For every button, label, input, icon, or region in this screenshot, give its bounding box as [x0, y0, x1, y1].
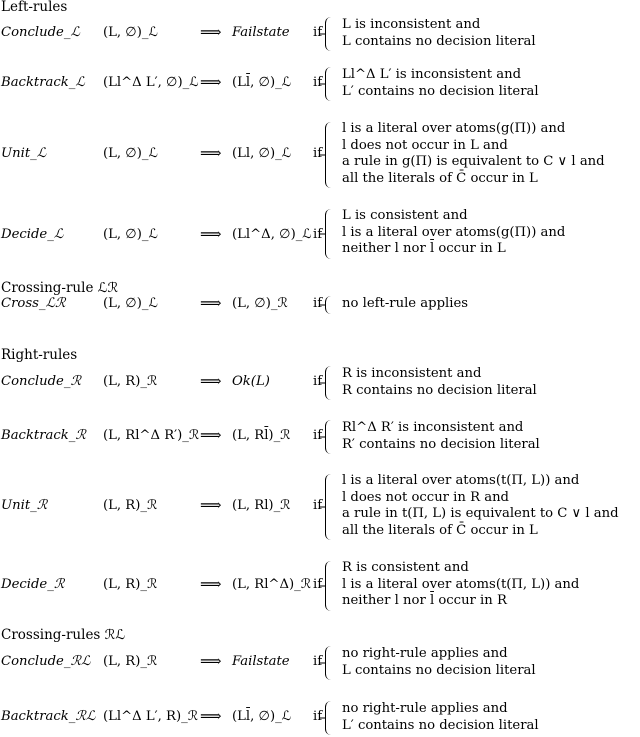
rule-conditions	[342, 701, 539, 734]
left-brace	[325, 296, 333, 314]
condition: neither l nor l̄ occur in L	[342, 241, 506, 256]
if-keyword: if	[313, 296, 323, 311]
rule-conditions	[342, 17, 536, 50]
condition: neither l nor l̄ occur in R	[342, 593, 507, 608]
left-brace	[325, 122, 333, 188]
rule-conditions	[342, 420, 540, 453]
rule-conditions	[342, 121, 605, 187]
condition: all the literals of C̄ occur in L	[342, 170, 538, 186]
condition: L is consistent and	[342, 208, 468, 223]
condition: L′ contains no decision literal	[342, 83, 539, 99]
condition: R contains no decision literal	[342, 382, 537, 398]
rule-state: (L, R)_ℛ	[103, 498, 158, 513]
left-brace	[325, 646, 333, 680]
if-keyword: if	[313, 577, 323, 592]
if-keyword: if	[313, 374, 323, 389]
rule-result: (L, Rl̄)_ℛ	[232, 428, 291, 443]
condition: all the literals of C̄ occur in L	[342, 522, 538, 538]
rule-state: (L, ∅)_ℒ	[103, 25, 159, 40]
if-keyword: if	[313, 498, 323, 513]
rule-name: Decide_ℛ	[1, 577, 65, 592]
rule-name: Decide_ℒ	[1, 227, 64, 242]
if-keyword: if	[313, 75, 323, 90]
rule-state: (L, Rl^Δ R′)_ℛ	[103, 428, 200, 443]
transition-arrow: ⟹	[200, 652, 222, 670]
transition-arrow: ⟹	[200, 144, 222, 162]
transition-arrow: ⟹	[200, 294, 222, 312]
condition: Ll^Δ L′ is inconsistent and	[342, 67, 522, 82]
rule-result: Failstate	[232, 654, 290, 669]
condition: R is consistent and	[342, 560, 469, 575]
transition-arrow: ⟹	[200, 372, 222, 390]
transition-arrow: ⟹	[200, 426, 222, 444]
condition: no right-rule applies and	[342, 701, 508, 716]
left-brace	[325, 209, 333, 259]
left-brace	[325, 366, 333, 400]
transition-arrow: ⟹	[200, 707, 222, 725]
rule-state: (Ll^Δ L′, ∅)_ℒ	[103, 75, 199, 90]
rule-name: Conclude_ℛℒ	[1, 654, 91, 669]
rule-result: (L, ∅)_ℛ	[232, 296, 289, 311]
rule-conditions	[342, 646, 536, 679]
transition-arrow: ⟹	[200, 23, 222, 41]
rule-state: (Ll^Δ L′, R)_ℛ	[103, 709, 199, 724]
rule-name: Backtrack_ℛℒ	[1, 709, 96, 724]
rule-state: (L, R)_ℛ	[103, 577, 158, 592]
if-keyword: if	[313, 25, 323, 40]
if-keyword: if	[313, 654, 323, 669]
condition: l is a literal over atoms(g(Π)) and	[342, 121, 566, 136]
rule-conditions	[342, 208, 565, 258]
section-heading-right-rules: Right-rules	[1, 347, 78, 363]
condition: no left-rule applies	[342, 296, 469, 311]
rule-name: Backtrack_ℛ	[1, 428, 86, 443]
rule-conditions	[342, 67, 539, 100]
if-keyword: if	[313, 146, 323, 161]
rule-name: Unit_ℛ	[1, 498, 48, 513]
condition: l is a literal over atoms(t(Π, L)) and	[342, 473, 580, 488]
section-heading-crossing-rl: Crossing-rules ℛℒ	[1, 627, 126, 643]
if-keyword: if	[313, 428, 323, 443]
rule-result: (L, Rl)_ℛ	[232, 498, 291, 513]
condition: l is a literal over atoms(t(Π, L)) and	[342, 576, 580, 592]
condition: no right-rule applies and	[342, 646, 508, 661]
if-keyword: if	[313, 227, 323, 242]
condition: l does not occur in L and	[342, 137, 508, 153]
left-brace	[325, 420, 333, 454]
transition-arrow: ⟹	[200, 73, 222, 91]
left-brace	[325, 561, 333, 611]
rule-name: Conclude_ℛ	[1, 374, 81, 389]
rule-result: Failstate	[232, 25, 290, 40]
rule-conditions	[342, 473, 619, 539]
section-heading-left-rules: Left-rules	[1, 0, 68, 15]
condition: L contains no decision literal	[342, 33, 536, 49]
rule-conditions	[342, 296, 468, 313]
rule-result: (Ll^Δ, ∅)_ℒ	[232, 227, 312, 242]
rule-state: (L, ∅)_ℒ	[103, 146, 159, 161]
rule-result: (Ll, ∅)_ℒ	[232, 146, 292, 161]
condition: L′ contains no decision literal	[342, 717, 539, 733]
section-heading-crossing-lr: Crossing-rule ℒℛ	[1, 280, 119, 296]
rule-state: (L, R)_ℛ	[103, 654, 158, 669]
rule-state: (L, ∅)_ℒ	[103, 296, 159, 311]
condition: R is inconsistent and	[342, 366, 482, 381]
condition: l is a literal over atoms(g(Π)) and	[342, 224, 566, 240]
left-brace	[325, 701, 333, 735]
condition: l does not occur in R and	[342, 489, 510, 505]
rule-result: Ok(L)	[232, 374, 270, 389]
condition: a rule in g(Π) is equivalent to C ∨ l and	[342, 154, 605, 169]
rule-conditions	[342, 560, 579, 610]
condition: a rule in t(Π, L) is equivalent to C ∨ l and	[342, 506, 619, 521]
rule-name: Unit_ℒ	[1, 146, 47, 161]
left-brace	[325, 67, 333, 101]
left-brace	[325, 474, 333, 540]
left-brace	[325, 17, 333, 51]
transition-arrow: ⟹	[200, 225, 222, 243]
condition: L is inconsistent and	[342, 17, 481, 32]
transition-arrow: ⟹	[200, 575, 222, 593]
if-keyword: if	[313, 709, 323, 724]
condition: Rl^Δ R′ is inconsistent and	[342, 420, 524, 435]
rule-state: (L, ∅)_ℒ	[103, 227, 159, 242]
rule-name: Cross_ℒℛ	[1, 296, 66, 311]
rule-result: (Ll̄, ∅)_ℒ	[232, 75, 292, 90]
transition-arrow: ⟹	[200, 496, 222, 514]
rule-result: (L, Rl^Δ)_ℛ	[232, 577, 312, 592]
rule-result: (Ll̄, ∅)_ℒ	[232, 709, 292, 724]
rule-name: Conclude_ℒ	[1, 25, 80, 40]
condition: L contains no decision literal	[342, 662, 536, 678]
rule-state: (L, R)_ℛ	[103, 374, 158, 389]
condition: R′ contains no decision literal	[342, 436, 540, 452]
rule-conditions	[342, 366, 537, 399]
rule-name: Backtrack_ℒ	[1, 75, 85, 90]
